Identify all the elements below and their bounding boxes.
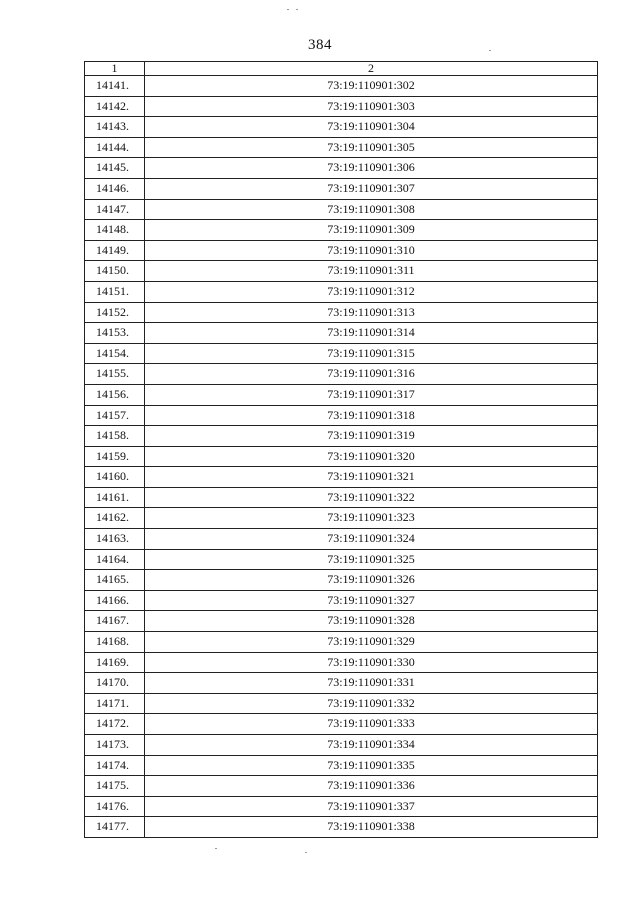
table-row (85, 405, 598, 426)
table-row (85, 611, 598, 632)
table-row (85, 96, 598, 117)
table-row (85, 117, 598, 138)
cadastral-number: 73:19:110901:331 (145, 673, 598, 694)
row-number: 14153. (85, 323, 145, 344)
table-row (85, 529, 598, 550)
table-row (85, 652, 598, 673)
cadastral-number: 73:19:110901:312 (145, 281, 598, 302)
cadastral-number: 73:19:110901:310 (145, 240, 598, 261)
table-row (85, 137, 598, 158)
cadastral-number: 73:19:110901:314 (145, 323, 598, 344)
cadastral-number: 73:19:110901:304 (145, 117, 598, 138)
cadastral-number: 73:19:110901:326 (145, 570, 598, 591)
cadastral-number: 73:19:110901:333 (145, 714, 598, 735)
row-number: 14176. (85, 796, 145, 817)
row-number: 14162. (85, 508, 145, 529)
table-row (85, 570, 598, 591)
cadastral-number: 73:19:110901:311 (145, 261, 598, 282)
cadastral-number: 73:19:110901:337 (145, 796, 598, 817)
table-row (85, 302, 598, 323)
table-row (85, 240, 598, 261)
row-number: 14142. (85, 96, 145, 117)
table-row (85, 755, 598, 776)
cadastral-number: 73:19:110901:309 (145, 220, 598, 241)
row-number: 14172. (85, 714, 145, 735)
registry-table (84, 61, 598, 838)
scan-speck (489, 50, 491, 51)
table-header-row (85, 62, 598, 76)
table-row (85, 673, 598, 694)
cadastral-number: 73:19:110901:335 (145, 755, 598, 776)
cadastral-number: 73:19:110901:338 (145, 817, 598, 838)
row-number: 14167. (85, 611, 145, 632)
table-row (85, 261, 598, 282)
table-row (85, 323, 598, 344)
cadastral-number: 73:19:110901:320 (145, 446, 598, 467)
table-row (85, 199, 598, 220)
cadastral-number: 73:19:110901:334 (145, 735, 598, 756)
cadastral-number: 73:19:110901:322 (145, 487, 598, 508)
table-row (85, 364, 598, 385)
cadastral-number: 73:19:110901:336 (145, 776, 598, 797)
cadastral-number: 73:19:110901:328 (145, 611, 598, 632)
cadastral-number: 73:19:110901:302 (145, 76, 598, 97)
table-row (85, 632, 598, 653)
cadastral-number: 73:19:110901:319 (145, 426, 598, 447)
table-row (85, 220, 598, 241)
table-row (85, 281, 598, 302)
cadastral-number: 73:19:110901:307 (145, 178, 598, 199)
row-number: 14161. (85, 487, 145, 508)
scan-speck (287, 9, 289, 10)
row-number: 14164. (85, 549, 145, 570)
cadastral-number: 73:19:110901:317 (145, 384, 598, 405)
row-number: 14174. (85, 755, 145, 776)
row-number: 14141. (85, 76, 145, 97)
cadastral-number: 73:19:110901:321 (145, 467, 598, 488)
row-number: 14148. (85, 220, 145, 241)
table-body (85, 76, 598, 838)
cadastral-number: 73:19:110901:303 (145, 96, 598, 117)
row-number: 14157. (85, 405, 145, 426)
row-number: 14168. (85, 632, 145, 653)
row-number: 14158. (85, 426, 145, 447)
column-header-code: 2 (145, 62, 598, 76)
table-row (85, 693, 598, 714)
cadastral-number: 73:19:110901:313 (145, 302, 598, 323)
table-row (85, 508, 598, 529)
row-number: 14166. (85, 590, 145, 611)
table-row (85, 549, 598, 570)
table-row (85, 487, 598, 508)
cadastral-number: 73:19:110901:332 (145, 693, 598, 714)
table-row (85, 426, 598, 447)
row-number: 14160. (85, 467, 145, 488)
row-number: 14171. (85, 693, 145, 714)
cadastral-number: 73:19:110901:330 (145, 652, 598, 673)
table-row (85, 590, 598, 611)
scan-speck (215, 848, 217, 849)
table-row (85, 76, 598, 97)
table-row (85, 735, 598, 756)
table-row (85, 714, 598, 735)
row-number: 14147. (85, 199, 145, 220)
column-header-number: 1 (85, 62, 145, 76)
row-number: 14175. (85, 776, 145, 797)
cadastral-number: 73:19:110901:327 (145, 590, 598, 611)
table-row (85, 467, 598, 488)
table-row (85, 178, 598, 199)
row-number: 14177. (85, 817, 145, 838)
row-number: 14156. (85, 384, 145, 405)
row-number: 14165. (85, 570, 145, 591)
row-number: 14146. (85, 178, 145, 199)
row-number: 14170. (85, 673, 145, 694)
scan-speck (305, 852, 307, 853)
cadastral-number: 73:19:110901:305 (145, 137, 598, 158)
cadastral-number: 73:19:110901:318 (145, 405, 598, 426)
row-number: 14152. (85, 302, 145, 323)
row-number: 14150. (85, 261, 145, 282)
table-row (85, 776, 598, 797)
cadastral-number: 73:19:110901:316 (145, 364, 598, 385)
cadastral-number: 73:19:110901:329 (145, 632, 598, 653)
scan-speck (296, 9, 298, 10)
row-number: 14173. (85, 735, 145, 756)
row-number: 14169. (85, 652, 145, 673)
table-row (85, 158, 598, 179)
row-number: 14144. (85, 137, 145, 158)
row-number: 14159. (85, 446, 145, 467)
row-number: 14143. (85, 117, 145, 138)
table-row (85, 817, 598, 838)
row-number: 14155. (85, 364, 145, 385)
table-row (85, 384, 598, 405)
cadastral-number: 73:19:110901:315 (145, 343, 598, 364)
cadastral-number: 73:19:110901:325 (145, 549, 598, 570)
row-number: 14163. (85, 529, 145, 550)
table-row (85, 343, 598, 364)
page-number: 384 (308, 37, 332, 53)
cadastral-number: 73:19:110901:308 (145, 199, 598, 220)
row-number: 14154. (85, 343, 145, 364)
cadastral-number: 73:19:110901:306 (145, 158, 598, 179)
cadastral-number: 73:19:110901:323 (145, 508, 598, 529)
table-row (85, 796, 598, 817)
row-number: 14145. (85, 158, 145, 179)
row-number: 14149. (85, 240, 145, 261)
row-number: 14151. (85, 281, 145, 302)
table-row (85, 446, 598, 467)
cadastral-number: 73:19:110901:324 (145, 529, 598, 550)
